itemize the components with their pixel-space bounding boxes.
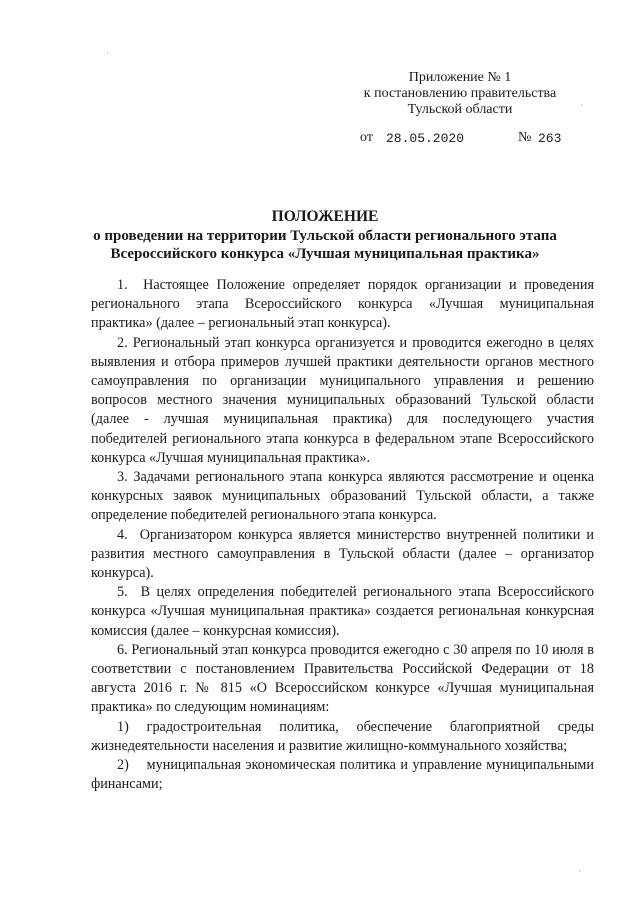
number-label: № <box>518 130 532 145</box>
paragraph-5: 5. В целях определения победителей регионального этапа Всероссийского конкурса «Лучшая муниципальная практика» создается региональная конкурсная комиссия (далее – конкурсная комиссия). <box>91 584 594 639</box>
date-label: от <box>360 130 373 145</box>
title-main: ПОЛОЖЕНИЕ <box>271 208 379 225</box>
title-line-2: Всероссийского конкурса «Лучшая муниципальная практика» <box>110 246 540 262</box>
paragraph-nomination-1: 1) градостроительная политика, обеспечение благоприятной среды жизнедеятельности населения и развитие жилищно-коммунального хозяйства; <box>91 718 594 754</box>
scan-speck: · <box>578 866 581 876</box>
scan-speck: · <box>106 48 109 58</box>
scan-speck: · <box>580 100 583 110</box>
paragraph-2: 2. Региональный этап конкурса организуется и проводится ежегодно в целях выявления и отбора примеров лучшей практики деятельности органов местного самоуправления по организации муниципального управления и решению вопросов местного значения муниципальных образований Тульской области (далее - лучшая муниципальная практика) для последующего участия победителей регионального этапа конкурса в федеральном этапе Всероссийского конкурса «Лучшая муниципальная практика». <box>91 334 594 466</box>
decree-date: 28.05.2020 <box>386 131 465 146</box>
paragraph-4: 4. Организатором конкурса является министерство внутренней политики и развития местного самоуправления в Тульской области (далее – организатор конкурса). <box>91 526 594 582</box>
paragraph-3: 3. Задачами регионального этапа конкурса являются рассмотрение и оценка конкурсных заявок муниципальных образований Тульской области, а также определение победителей регионального этапа конкурса. <box>91 469 594 524</box>
paragraph-6: 6. Региональный этап конкурса проводится ежегодно с 30 апреля по 10 июля в соответствии с постановлением Правительства Российской Федерации от 18 августа 2016 г. № 815 «О Всероссийском конкурсе «Лучшая муниципальная практика» по следующим номинациям: <box>91 641 594 716</box>
decree-date-number <box>360 130 590 150</box>
paragraph-1: 1. Настоящее Положение определяет порядок организации и проведения регионального этапа Всероссийского конкурса «Лучшая муниципальная практика» (далее – региональный этап конкурса). <box>91 277 594 332</box>
document-body <box>91 276 594 794</box>
appendix-number: Приложение № 1 <box>408 70 512 85</box>
appendix-region: Тульской области <box>407 102 513 117</box>
paragraph-nomination-2: 2) муниципальная экономическая политика и управление муниципальными финансами; <box>91 757 594 793</box>
appendix-header <box>340 70 580 118</box>
title-line-1: о проведении на территории Тульской области регионального этапа <box>93 228 557 244</box>
document-title <box>60 208 590 263</box>
decree-number: 263 <box>538 131 562 146</box>
appendix-decree-ref: к постановлению правительства <box>363 86 557 101</box>
